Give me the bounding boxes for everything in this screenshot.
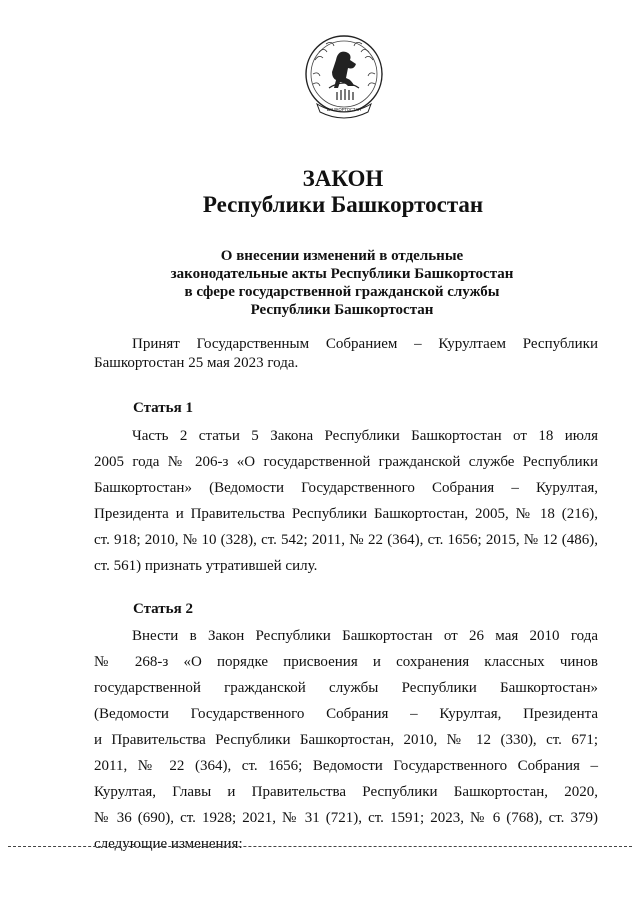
article-1-line: 2005 года № 206-з «О государственной гражданской службе Республики (94, 454, 598, 470)
article-1-line: Президента и Правительства Республики Башкортостан, 2005, № 18 (216), (94, 506, 598, 522)
article-2-line: следующие изменения: (94, 836, 243, 852)
article-2-line: государственной гражданской службы Республики Башкортостан» (94, 680, 598, 696)
subtitle-line: в сфере государственной гражданской службы (184, 284, 500, 300)
article-1-line: ст. 918; 2010, № 10 (328), ст. 542; 2011, № 22 (364), ст. 1656; 2015, № 12 (486), (94, 532, 598, 548)
article-1-line: ст. 561) признать утратившей силу. (94, 558, 318, 574)
page-cut-divider (8, 846, 632, 847)
article-2-line: № 268-з «О порядке присвоения и сохранения классных чинов (94, 654, 598, 670)
law-republic-heading: Республики Башкортостан (202, 192, 484, 217)
article-2-line: (Ведомости Государственного Собрания – Курултая, Президента (94, 706, 598, 722)
law-heading: ЗАКОН (302, 166, 384, 191)
article-1-title: Статья 1 (133, 400, 193, 416)
article-2-line: Курултая, Главы и Правительства Республики Башкортостан, 2020, (94, 784, 598, 800)
subtitle-line: законодательные акты Республики Башкортостан (170, 266, 514, 282)
article-2-line: № 36 (690), ст. 1928; 2021, № 31 (721), ст. 1591; 2023, № 6 (768), ст. 379) (94, 810, 598, 826)
coat-of-arms-icon (303, 30, 385, 126)
subtitle-line: О внесении изменений в отдельные (220, 248, 464, 264)
article-2-title: Статья 2 (133, 601, 193, 617)
article-2-line: 2011, № 22 (364), ст. 1656; Ведомости Государственного Собрания – (94, 758, 598, 774)
emblem-ribbon-text: БАШКОРТОСТАН (326, 107, 362, 112)
article-2-line: Внести в Закон Республики Башкортостан от 26 мая 2010 года (132, 628, 598, 644)
article-1-line: Часть 2 статьи 5 Закона Республики Башкортостан от 18 июля (132, 428, 598, 444)
adopted-line: Башкортостан 25 мая 2023 года. (94, 355, 299, 371)
article-2-line: и Правительства Республики Башкортостан, 2010, № 12 (330), ст. 671; (94, 732, 598, 748)
subtitle-line: Республики Башкортостан (250, 302, 434, 318)
article-1-line: Башкортостан» (Ведомости Государственного Собрания – Курултая, (94, 480, 598, 496)
adopted-line: Принят Государственным Собранием – Курултаем Республики (132, 336, 598, 352)
